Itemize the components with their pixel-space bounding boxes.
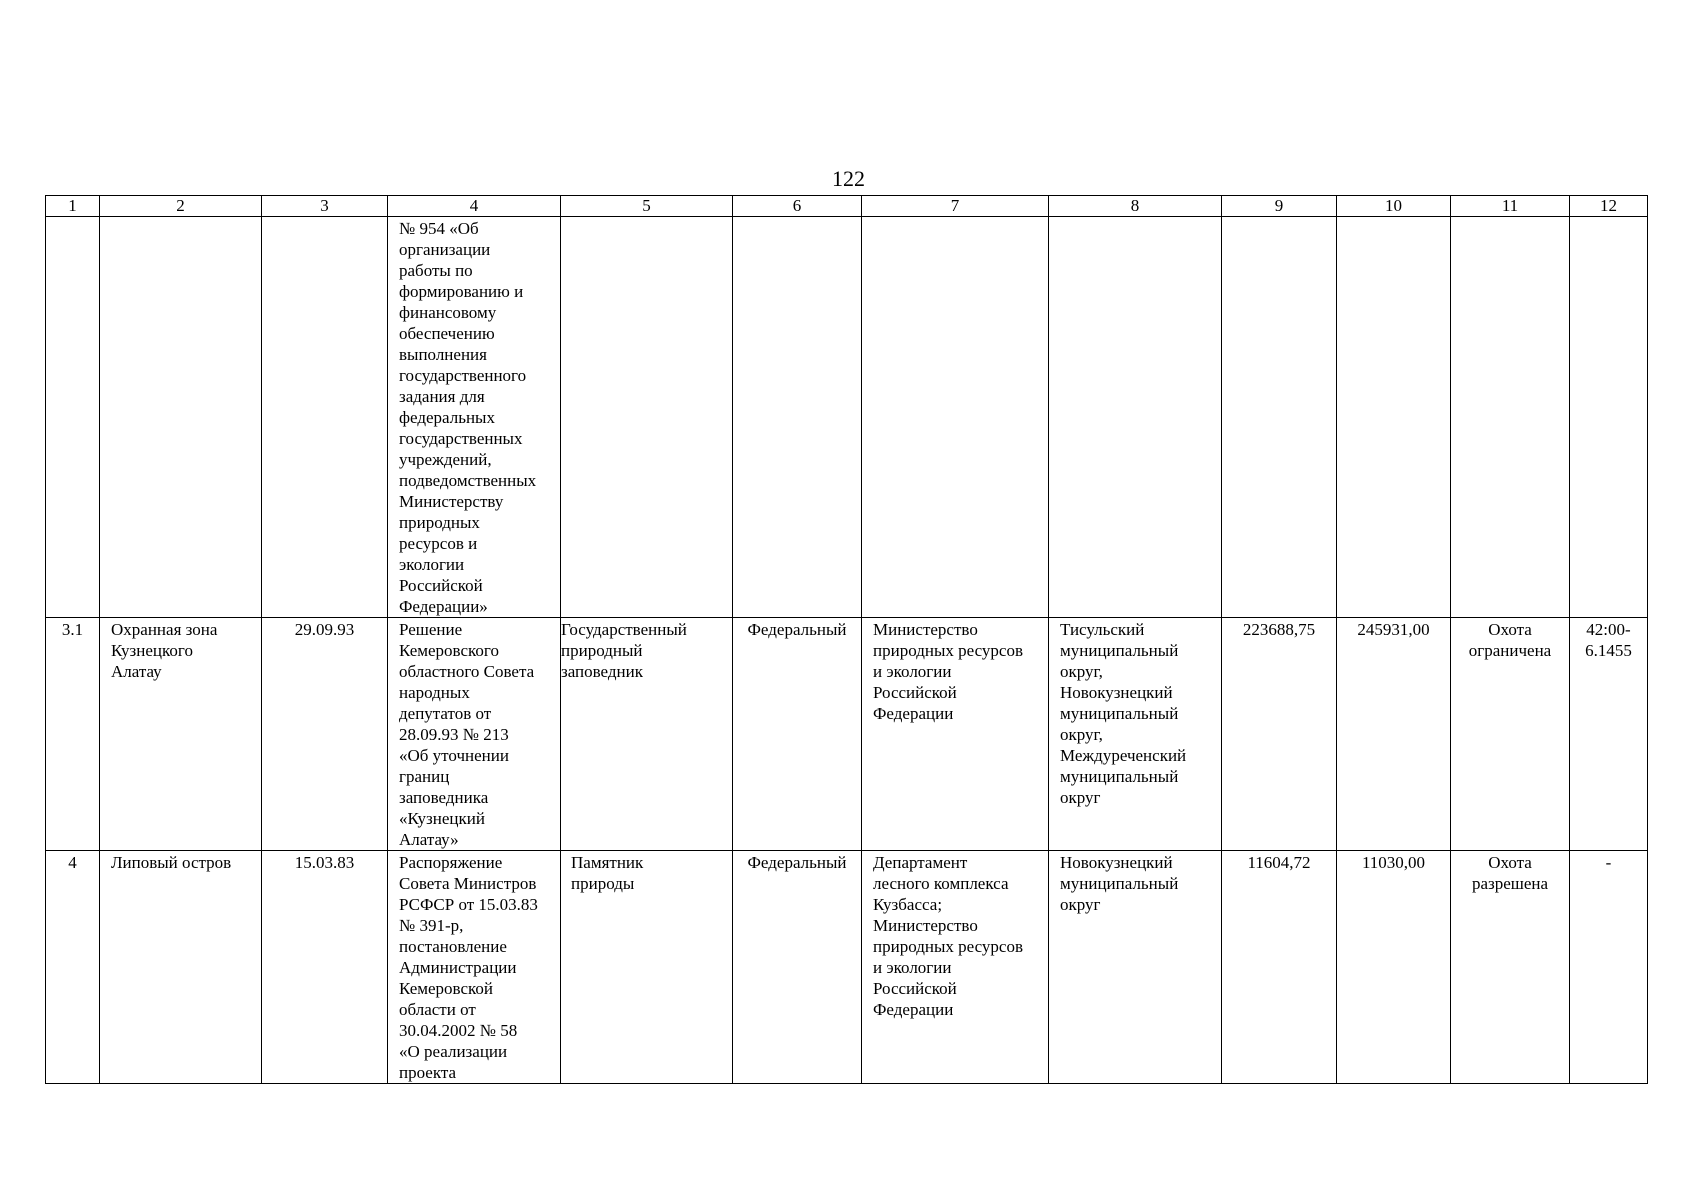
cell-line: Российской	[399, 576, 483, 595]
cell-area: 223688,75	[1222, 618, 1337, 851]
cell-line: Кемеровской	[399, 979, 494, 998]
table-row	[46, 618, 1648, 851]
cell-line: природных	[399, 513, 480, 532]
cell-line: Кузбасса;	[873, 895, 943, 914]
cell-line: ресурсов и	[399, 534, 478, 553]
cell-line: Администрации	[399, 958, 517, 977]
column-header: 7	[862, 196, 1049, 217]
register-table	[45, 195, 1648, 1084]
column-header: 4	[388, 196, 561, 217]
cell-number	[46, 217, 100, 618]
cell-line: Охота	[1488, 620, 1532, 639]
cell-line: Памятник	[571, 853, 644, 872]
cell-authority	[862, 217, 1049, 618]
cell-line: государственного	[399, 366, 527, 385]
cell-line: Кемеровского	[399, 641, 499, 660]
cell-significance	[733, 217, 862, 618]
cell-name	[100, 851, 262, 1084]
cell-line: Охота	[1488, 853, 1532, 872]
cell-line: Охранная зона	[111, 620, 218, 639]
cell-line: и экологии	[873, 662, 952, 681]
cell-line: округ,	[1060, 662, 1103, 681]
column-header: 11	[1451, 196, 1570, 217]
cell-line: подведомственных	[399, 471, 537, 490]
cell-line: организации	[399, 240, 491, 259]
cell-line: № 954 «Об	[399, 219, 479, 238]
column-header: 6	[733, 196, 862, 217]
column-header: 2	[100, 196, 262, 217]
cell-number: 3.1	[46, 618, 100, 851]
cell-line: Алатау	[111, 662, 162, 681]
cell-line: Федерации»	[399, 597, 488, 616]
cell-line: округ,	[1060, 725, 1103, 744]
cell-line: 30.04.2002 № 58	[399, 1021, 518, 1040]
cell-line: муниципальный	[1060, 767, 1179, 786]
cell-line: «Об уточнении	[399, 746, 509, 765]
cell-line: природных ресурсов	[873, 937, 1023, 956]
cell-date	[262, 217, 388, 618]
cell-line: 42:00-	[1586, 620, 1631, 639]
cell-authority	[862, 851, 1049, 1084]
cell-name	[100, 618, 262, 851]
cell-location	[1049, 217, 1222, 618]
cell-line: Федерации	[873, 1000, 954, 1019]
cell-area-2: 11030,00	[1337, 851, 1451, 1084]
cell-hunting	[1451, 217, 1570, 618]
cell-hunting	[1451, 618, 1570, 851]
cell-location	[1049, 618, 1222, 851]
column-number-row	[46, 196, 1648, 217]
cell-line: Департамент	[873, 853, 968, 872]
cell-line: Государственный	[561, 620, 687, 639]
cell-document	[388, 217, 561, 618]
cell-line: выполнения	[399, 345, 487, 364]
cell-document	[388, 618, 561, 851]
cell-line: учреждений,	[399, 450, 492, 469]
cell-line: «О реализации	[399, 1042, 508, 1061]
cell-category	[561, 851, 733, 1084]
cell-line: областного Совета	[399, 662, 535, 681]
cell-line: Новокузнецкий	[1060, 683, 1173, 702]
cell-line: -	[1605, 853, 1612, 872]
cell-line: Российской	[873, 683, 957, 702]
cell-line: природы	[571, 874, 635, 893]
cell-line: народных	[399, 683, 470, 702]
cell-line: Алатау»	[399, 830, 459, 849]
column-header: 5	[561, 196, 733, 217]
cell-line: финансовому	[399, 303, 497, 322]
cell-area-2	[1337, 217, 1451, 618]
table-row	[46, 217, 1648, 618]
cell-line: экологии	[399, 555, 465, 574]
cell-line: 6.1455	[1585, 641, 1632, 660]
cell-authority	[862, 618, 1049, 851]
cell-area-2: 245931,00	[1337, 618, 1451, 851]
cell-line: заповедника	[399, 788, 489, 807]
cell-line: границ	[399, 767, 450, 786]
cell-line: муниципальный	[1060, 874, 1179, 893]
cell-location	[1049, 851, 1222, 1084]
cell-line: заповедник	[561, 662, 643, 681]
column-header: 1	[46, 196, 100, 217]
cell-line: разрешена	[1471, 874, 1549, 893]
cell-category	[561, 217, 733, 618]
cell-line: задания для	[399, 387, 485, 406]
column-header: 10	[1337, 196, 1451, 217]
cell-document	[388, 851, 561, 1084]
cell-line: Междуреченский	[1060, 746, 1187, 765]
cell-line: природный	[561, 641, 643, 660]
cell-line: природных ресурсов	[873, 641, 1023, 660]
cell-line: Министерству	[399, 492, 504, 511]
cell-line: лесного комплекса	[873, 874, 1009, 893]
cell-line: муниципальный	[1060, 641, 1179, 660]
page-number: 122	[832, 166, 865, 191]
cell-line: Министерство	[873, 620, 978, 639]
cell-significance: Федеральный	[733, 618, 862, 851]
cell-line: Тисульский	[1060, 620, 1145, 639]
cell-line: Кузнецкого	[111, 641, 193, 660]
cell-area: 11604,72	[1222, 851, 1337, 1084]
cell-cadastral	[1570, 217, 1648, 618]
cell-line: Распоряжение	[399, 853, 503, 872]
cell-line: 28.09.93 № 213	[399, 725, 509, 744]
cell-category	[561, 618, 733, 851]
cell-line: государственных	[399, 429, 523, 448]
cell-line: работы по	[399, 261, 473, 280]
cell-line: формированию и	[399, 282, 524, 301]
cell-significance: Федеральный	[733, 851, 862, 1084]
cell-line: муниципальный	[1060, 704, 1179, 723]
cell-line: округ	[1060, 895, 1101, 914]
cell-line: округ	[1060, 788, 1101, 807]
cell-line: Новокузнецкий	[1060, 853, 1173, 872]
cell-hunting	[1451, 851, 1570, 1084]
cell-line: проекта	[399, 1063, 457, 1082]
cell-line: области от	[399, 1000, 476, 1019]
cell-line: РСФСР от 15.03.83	[399, 895, 538, 914]
cell-cadastral	[1570, 618, 1648, 851]
column-header: 12	[1570, 196, 1648, 217]
cell-date: 29.09.93	[262, 618, 388, 851]
cell-line: федеральных	[399, 408, 495, 427]
cell-line: «Кузнецкий	[399, 809, 485, 828]
cell-line: Министерство	[873, 916, 978, 935]
cell-name	[100, 217, 262, 618]
cell-date: 15.03.83	[262, 851, 388, 1084]
column-header: 3	[262, 196, 388, 217]
cell-line: депутатов от	[399, 704, 492, 723]
cell-line: Липовый остров	[111, 853, 232, 872]
cell-line: обеспечению	[399, 324, 495, 343]
cell-number: 4	[46, 851, 100, 1084]
cell-line: постановление	[399, 937, 507, 956]
cell-line: № 391-р,	[399, 916, 464, 935]
cell-line: Российской	[873, 979, 957, 998]
column-header: 8	[1049, 196, 1222, 217]
column-header: 9	[1222, 196, 1337, 217]
table-row	[46, 851, 1648, 1084]
cell-line: Решение	[399, 620, 463, 639]
cell-line: Совета Министров	[399, 874, 537, 893]
cell-line: Федерации	[873, 704, 954, 723]
cell-area	[1222, 217, 1337, 618]
cell-line: и экологии	[873, 958, 952, 977]
cell-cadastral	[1570, 851, 1648, 1084]
cell-line: ограничена	[1468, 641, 1552, 660]
